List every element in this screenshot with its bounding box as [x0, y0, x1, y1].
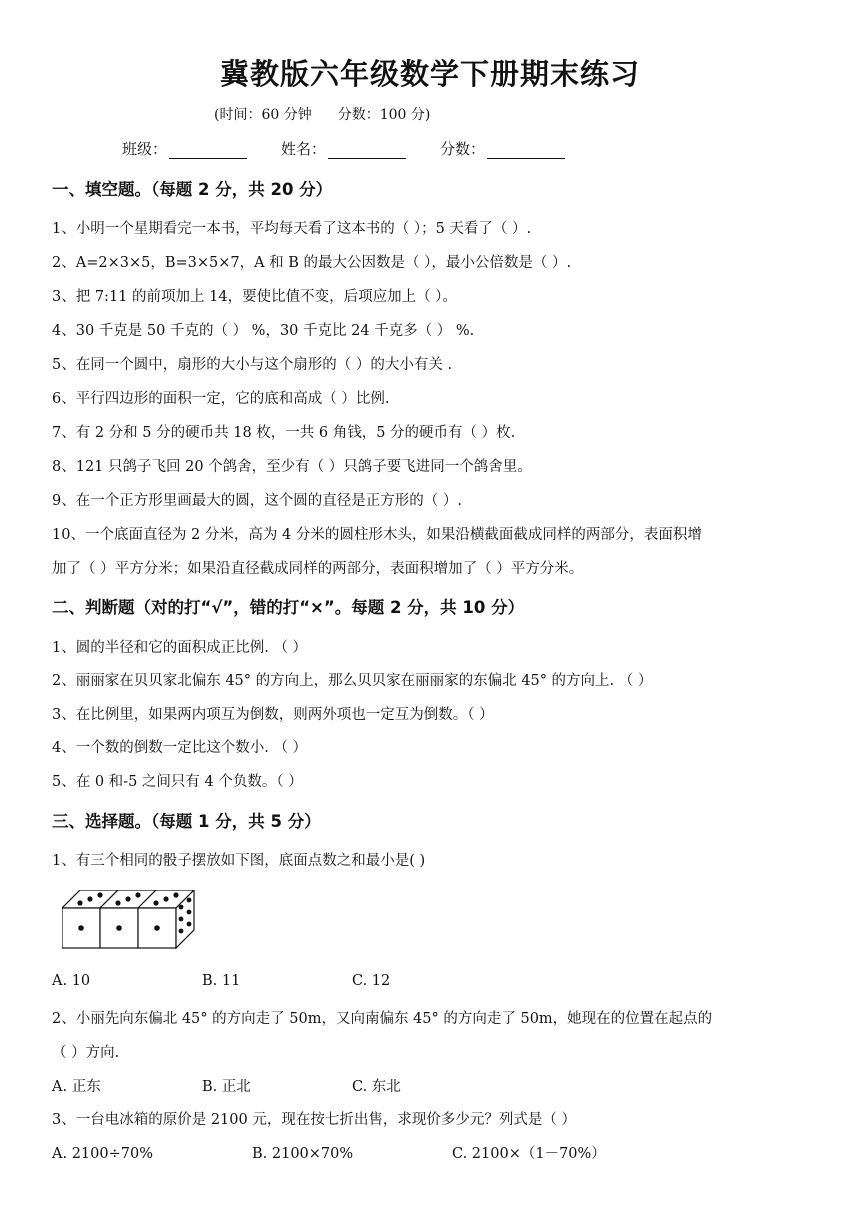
option-a[interactable]: A. 正东 [52, 1079, 101, 1095]
option-a[interactable]: A. 2100÷70% [52, 1146, 153, 1162]
name-field[interactable] [281, 138, 406, 159]
choice-question-3: 3、一台电冰箱的原价是 2100 元，现在按七折出售，求现价多少元？列式是（ ） [52, 1112, 576, 1128]
option-c[interactable]: C. 12 [352, 973, 391, 989]
name-label: 姓名： [281, 140, 327, 158]
option-b[interactable]: B. 2100×70% [252, 1146, 354, 1162]
choice-question-1-options [52, 973, 390, 989]
fill-question-9: 9、在一个正方形里画最大的圆，这个圆的直径是正方形的（ ）. [52, 493, 462, 509]
choice-question-3-options [52, 1142, 606, 1163]
score-label: 分数： [440, 140, 486, 158]
option-b[interactable]: B. 正北 [202, 1079, 251, 1095]
class-field[interactable] [122, 138, 247, 159]
fill-question-6: 6、平行四边形的面积一定，它的底和高成（ ）比例. [52, 391, 390, 407]
option-a[interactable]: A. 10 [52, 973, 91, 989]
fill-question-10-line1: 10、一个底面直径为 2 分米，高为 4 分米的圆柱形木头，如果沿横截面截成同样的两部分，表面积增 [52, 527, 702, 543]
option-c[interactable]: C. 2100×（1－70%） [452, 1146, 606, 1162]
fill-question-10-line2: 加了（ ）平方分米；如果沿直径截成同样的两部分，表面积增加了（ ）平方分米。 [52, 561, 584, 577]
score-blank[interactable] [487, 142, 565, 159]
fill-question-7: 7、有 2 分和 5 分的硬币共 18 枚，一共 6 角钱，5 分的硬币有（ ）枚. [52, 425, 516, 441]
judge-question-1: 1、圆的半径和它的面积成正比例. （ ） [52, 640, 308, 656]
option-c[interactable]: C. 东北 [352, 1079, 401, 1095]
choice-question-2-line1: 2、小丽先向东偏北 45° 的方向走了 50m，又向南偏东 45° 的方向走了 50m，她现在的位置在起点的 [52, 1011, 713, 1027]
section2-heading: 二、判断题（对的打“√”，错的打“×”。每题 2 分，共 10 分） [52, 598, 525, 617]
fill-question-3: 3、把 7:11 的前项加上 14，要使比值不变，后项应加上（ ）。 [52, 289, 457, 305]
dice-figure [62, 890, 204, 952]
exam-time: (时间：60 分钟 [214, 107, 312, 123]
name-blank[interactable] [328, 142, 406, 159]
judge-question-2: 2、丽丽家在贝贝家北偏东 45° 的方向上，那么贝贝家在丽丽家的东偏北 45° 的方向上. （ ） [52, 673, 653, 689]
score-field[interactable] [440, 138, 565, 159]
choice-question-1: 1、有三个相同的骰子摆放如下图，底面点数之和最小是( ) [52, 853, 426, 869]
judge-question-3: 3、在比例里，如果两内项互为倒数，则两外项也一定互为倒数。（ ） [52, 707, 494, 723]
choice-question-2-line2: （ ）方向. [52, 1045, 120, 1061]
class-blank[interactable] [169, 142, 247, 159]
judge-question-5: 5、在 0 和-5 之间只有 4 个负数。（ ） [52, 774, 303, 790]
page-title: 冀教版六年级数学下册期末练习 [219, 57, 640, 91]
fill-question-5: 5、在同一个圆中，扇形的大小与这个扇形的（ ）的大小有关 . [52, 357, 453, 373]
class-label: 班级： [122, 140, 168, 158]
fill-question-1: 1、小明一个星期看完一本书，平均每天看了这本书的（ ）；5 天看了（ ）. [52, 221, 532, 237]
student-info [122, 138, 599, 159]
fill-question-4: 4、30 千克是 50 千克的（ ） %，30 千克比 24 千克多（ ） %. [52, 323, 475, 339]
fill-question-8: 8、121 只鸽子飞回 20 个鸽舍，至少有（ ）只鸽子要飞进同一个鸽舍里。 [52, 459, 532, 475]
choice-question-2-options [52, 1075, 401, 1096]
section3-heading: 三、选择题。（每题 1 分，共 5 分） [52, 812, 321, 831]
exam-total-score: 分数：100 分) [337, 107, 431, 123]
exam-meta [214, 104, 430, 124]
fill-question-2: 2、A=2×3×5，B=3×5×7，A 和 B 的最大公因数是（ ），最小公倍数是（ ）. [52, 255, 572, 271]
judge-question-4: 4、一个数的倒数一定比这个数小. （ ） [52, 740, 308, 756]
option-b[interactable]: B. 11 [202, 973, 241, 989]
section1-heading: 一、填空题。（每题 2 分，共 20 分） [52, 180, 333, 199]
